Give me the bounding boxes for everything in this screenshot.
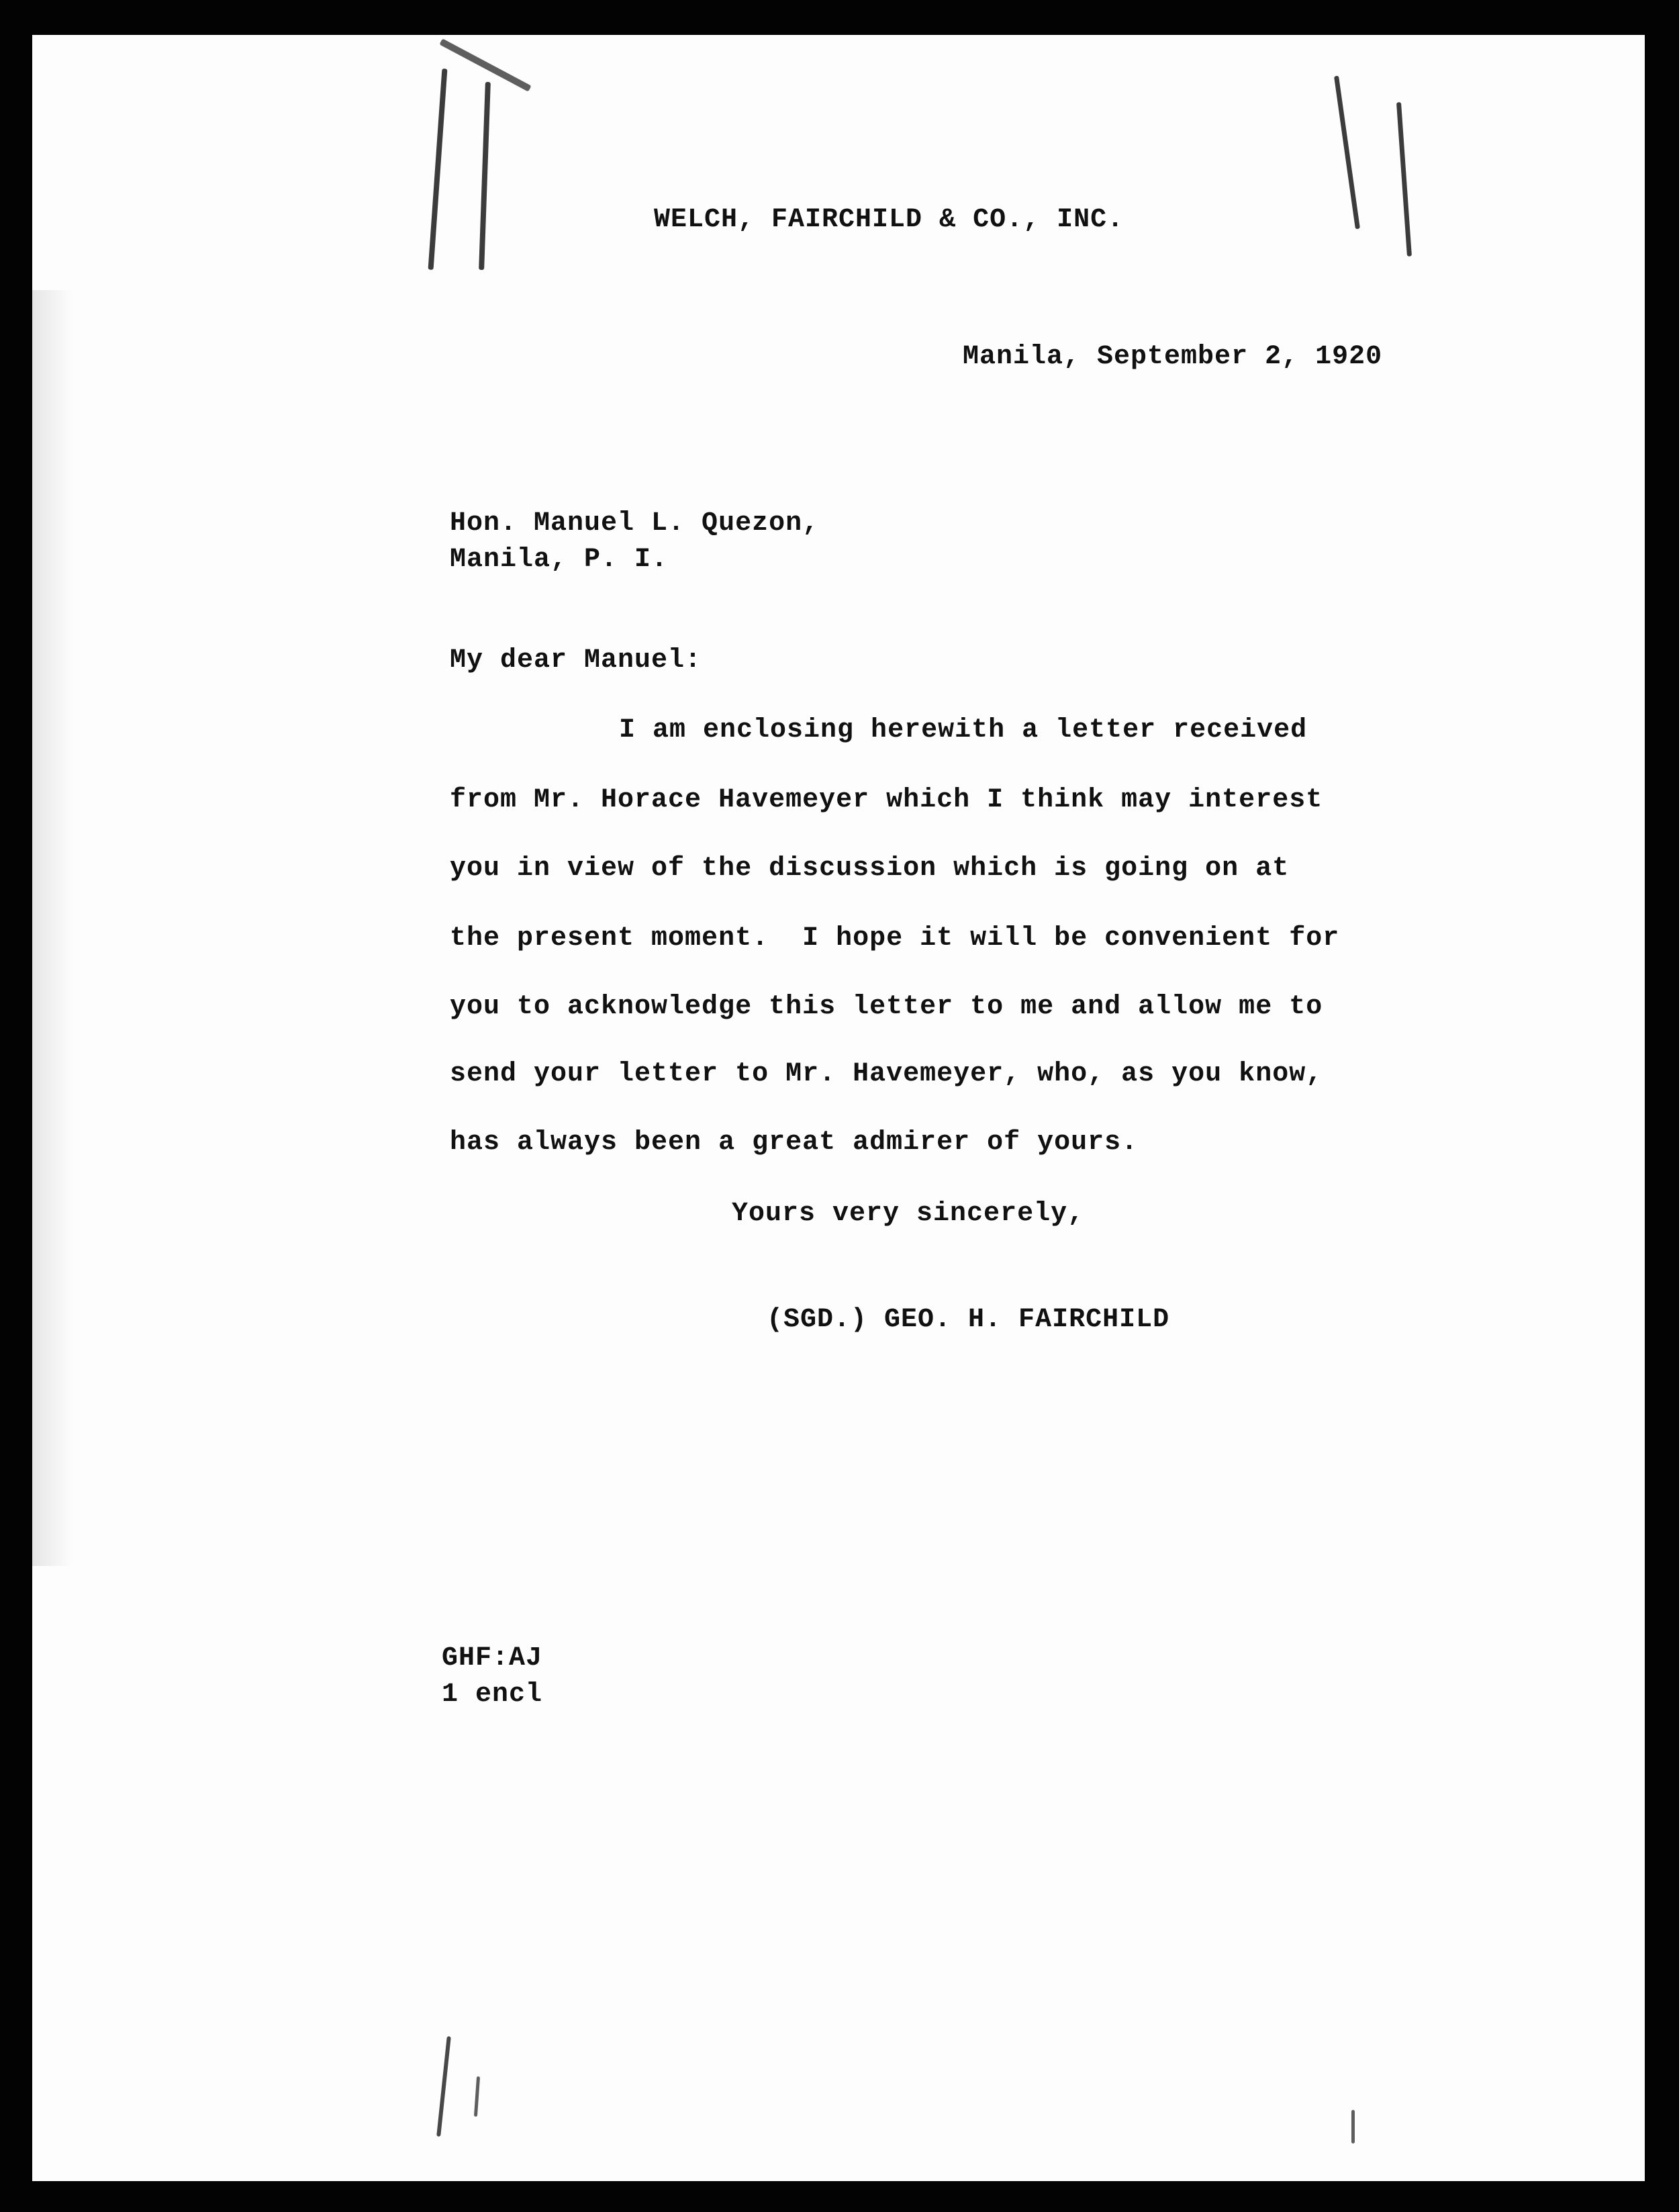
body-line: has always been a great admirer of yours. xyxy=(450,1127,1139,1158)
addressee-line-2: Manila, P. I. xyxy=(450,545,669,575)
staple-mark-right-1 xyxy=(1334,76,1360,230)
staple-mark-right-2 xyxy=(1396,102,1412,257)
reference-initials: GHF:AJ xyxy=(442,1643,543,1673)
letter-page xyxy=(32,35,1645,2181)
enclosure-note: 1 encl xyxy=(442,1679,543,1710)
body-line: send your letter to Mr. Havemeyer, who, as you know, xyxy=(450,1059,1323,1089)
addressee-line-1: Hon. Manuel L. Quezon, xyxy=(450,508,820,539)
letterhead: WELCH, FAIRCHILD & CO., INC. xyxy=(654,205,1124,235)
body-line: the present moment. I hope it will be convenient for xyxy=(450,923,1340,954)
body-line: you to acknowledge this letter to me and allow me to xyxy=(450,992,1323,1022)
salutation: My dear Manuel: xyxy=(450,645,702,676)
edge-mark-bottom-right xyxy=(1351,2110,1355,2144)
body-line: from Mr. Horace Havemeyer which I think may interest xyxy=(450,785,1323,815)
body-line: I am enclosing herewith a letter received xyxy=(619,715,1308,745)
signature: (SGD.) GEO. H. FAIRCHILD xyxy=(767,1305,1170,1335)
edge-mark-bottom-left xyxy=(436,2036,451,2137)
closing: Yours very sincerely, xyxy=(732,1199,1085,1229)
dateline: Manila, September 2, 1920 xyxy=(963,342,1383,372)
body-line: you in view of the discussion which is going on at xyxy=(450,854,1290,884)
staple-mark-left-1 xyxy=(428,68,448,270)
staple-mark-left-2 xyxy=(479,82,491,270)
edge-mark-bottom-left-2 xyxy=(474,2076,480,2117)
